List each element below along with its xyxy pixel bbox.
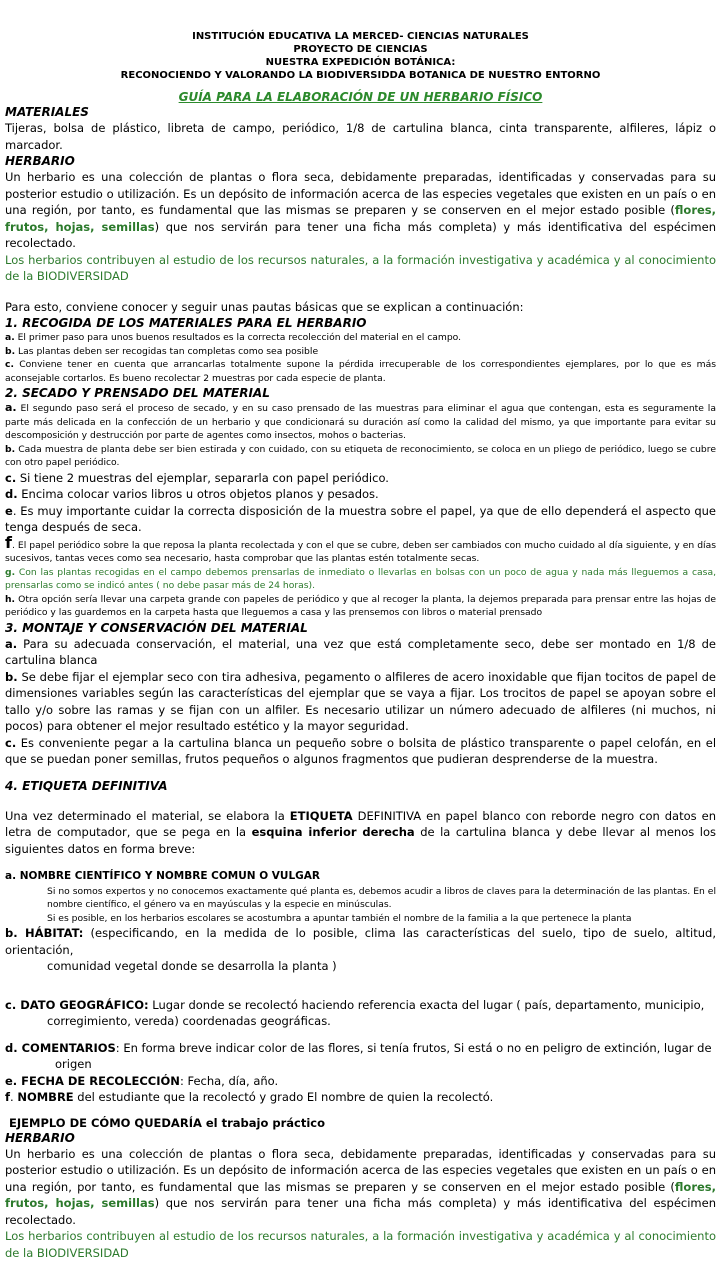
section-4-title: 4. ETIQUETA DEFINITIVA: [5, 778, 168, 793]
s4-c-label: c. DATO GEOGRÁFICO:: [5, 997, 149, 1012]
s3-c-text: Es conveniente pegar a la cartulina blanca un pequeño sobre o bolsita de plástico transparente o papel celofán, en el que se puedan poner semillas, frutos pequeños o algunos fragmentos que pudieran desprenderse de la muestra.: [5, 735, 717, 766]
guide-title: GUÍA PARA LA ELABORACIÓN DE UN HERBARIO FÍSICO: [178, 90, 543, 104]
s2-item-c: c. Si tiene 2 muestras del ejemplar, separarla con papel periódico.: [5, 470, 389, 485]
s4-b2: comunidad vegetal donde se desarrolla la planta ): [47, 959, 337, 973]
s2-item-a: a. El segundo paso será el proceso de secado, y en su caso prensado de las muestras para eliminar el agua que contengan, esta es seguramente la parte más delicada en la confección de un herbario y que condicionará su duración así como la calidad del mismo, ya que importante para evitar su descomposición y destrucción por parte de agentes como insectos, mohos o bacterias.: [5, 401, 716, 441]
s4-f-label: NOMBRE: [17, 1090, 74, 1104]
s2-item-b: b. Cada muestra de planta debe ser bien estirada y con cuidado, con su etiqueta de reconocimiento, se coloca en un pliego de periódico, luego se cubre con otro papel periódico.: [5, 443, 716, 468]
example-herbario-text: [5, 1146, 716, 1229]
s3-a-text: Para su adecuada conservación, el material, una vez que está completamente seco, debe ser montado en 1/8 de cartulina blanca: [5, 636, 717, 667]
s4-esquina-bold: esquina inferior derecha: [251, 825, 415, 839]
s1-a-text: El primer paso para unos buenos resultados es la correcta recolección del material en el campo.: [17, 332, 462, 343]
s1-item-c: c. Conviene tener en cuenta que arrancarlas totalmente supone la pérdida irrecuperable de los correspondientes ejemplares, por lo que es más aconsejable cortarlos. Es bueno recolectar 2 muestras por cada especie de planta.: [5, 359, 716, 384]
s4-a-label: [5, 867, 716, 885]
example-herbario-title: HERBARIO: [5, 1130, 75, 1145]
section-1-title: 1. RECOGIDA DE LOS MATERIALES PARA EL HERBARIO: [5, 316, 367, 330]
s4-p1-mid: DEFINITIVA en papel blanco con reborde negro con datos en letra de computador, que se pega en la: [5, 808, 716, 839]
s2-g-text: Con las plantas recogidas en el campo debemos prensarlas de inmediato o llevarlas en bolsas con un poco de agua y nada más lleguemos a casa, prensarlas como se indicó antes ( no debe pasar más de 24 horas).: [5, 566, 716, 591]
s4-b-text: (especificando, en la medida de lo posible, clima las características del suelo, tipo de suelo, altitud, orientación,: [5, 926, 716, 957]
herbario-text-a: Un herbario es una colección de plantas o flora seca, debidamente preparadas, identificadas y conservadas para su posterior estudio o utilización. Es un depósito de información acerca de las especies vegetales que existen en un país o en una región, por tanto, es fundamental que las mismas se preparen y se conserven en el mejor estado posible (: [5, 170, 716, 217]
s1-b-text: Las plantas deben ser recogidas tan completas como sea posible: [18, 345, 319, 357]
example-title: [5, 1116, 716, 1130]
s4-d: [5, 1040, 716, 1057]
intro-text: Para esto, conviene conocer y seguir unas pautas básicas que se explican a continuación:: [5, 299, 524, 314]
s3-item-a: a. Para su adecuada conservación, el material, una vez que está completamente seco, debe ser montado en 1/8 de cartulina blanca: [5, 636, 717, 667]
s4-b: [5, 925, 716, 958]
herbario-green-text: Los herbarios contribuyen al estudio de los recursos naturales, a la formación investigativa y académica y al conocimiento de la BIODIVERSIDAD: [5, 252, 716, 283]
s4-c-text: Lugar donde se recolectó haciendo referencia exacta del lugar ( país, departamento, municipio,: [148, 997, 705, 1012]
s4-d-text: : En forma breve indicar color de las flores, si tenía frutos, Si está o no en peligro de extinción, lugar de: [115, 1040, 712, 1055]
example-bold-parts: flores, frutos, hojas, semillas: [5, 1179, 716, 1210]
section-3-title: 3. MONTAJE Y CONSERVACIÓN DEL MATERIAL: [5, 620, 308, 635]
s2-d-text: Encima colocar varios libros u otros objetos planos y pesados.: [21, 487, 379, 501]
s3-b-text: Se debe fijar el ejemplar seco con tira adhesiva, pegamento o alfileres de acero inoxidable que fijan tocitos de papel de dimensiones variables según las características del ejemplar que se vaya a fijar. Los trocitos de papel se apoyan sobre el tallo y/o sobre las ramas y se fijan con un alfiler. Es necesario utilizar un número adecuado de alfileres (ni muchos, ni pocos) para obtener el mejor resultado estético y la mayor seguridad.: [5, 669, 716, 733]
s2-item-g: g. Con las plantas recogidas en el campo debemos prensarlas de inmediato o llevarlas en bolsas con un poco de agua y nada más lleguemos a casa, prensarlas como se indicó antes ( no debe pasar más de 24 horas).: [5, 566, 716, 591]
s1-item-a: a. El primer paso para unos buenos resultados es la correcta recolección del material en el campo.: [5, 332, 462, 343]
s4-c: [5, 997, 716, 1014]
materiales-title: MATERIALES: [5, 105, 89, 119]
herbario-text-b: ) que nos servirán para tener una ficha más completa) y más identificativa del espécimen recolectado.: [5, 219, 716, 250]
materiales-text: Tijeras, bolsa de plástico, libreta de campo, periódico, 1/8 de cartulina blanca, cinta transparente, alfileres, lápiz o marcador.: [5, 121, 716, 152]
s4-f: f. NOMBRE del estudiante que la recolectó y grado El nombre de quien la recolectó.: [5, 1090, 494, 1104]
s4-e-label: e. FECHA DE RECOLECCIÓN: [5, 1073, 180, 1088]
s4-e: [5, 1073, 716, 1090]
s4-d-label: d. COMENTARIOS: [5, 1040, 116, 1055]
example-text-b: ) que nos servirán para tener una ficha más completa) y más identificativa del espécimen recolectado.: [5, 1196, 716, 1227]
s2-b-text: Cada muestra de planta debe ser bien estirada y con cuidado, con su etiqueta de reconocimiento, se coloca en un pliego de periódico, luego se cubre con otro papel periódico.: [5, 443, 716, 468]
s4-etiqueta-bold: ETIQUETA: [289, 808, 353, 823]
section-2-title: 2. SECADO Y PRENSADO DEL MATERIAL: [5, 386, 270, 400]
s4-a-label-text: a. NOMBRE CIENTÍFICO Y NOMBRE COMUN O VULGAR: [5, 870, 320, 882]
s2-c-text: Si tiene 2 muestras del ejemplar, separarla con papel periódico.: [19, 470, 389, 485]
example-green-text: Los herbarios contribuyen al estudio de los recursos naturales, a la formación investigativa y académica y al conocimiento de la BIODIVERSIDAD: [5, 1229, 716, 1260]
s1-item-b: b. Las plantas deben ser recogidas tan completas como sea posible: [5, 345, 319, 357]
example-title-text: EJEMPLO DE CÓMO QUEDARÍA el trabajo práctico: [9, 1115, 326, 1130]
s4-intro: [5, 808, 716, 858]
s4-f-text: del estudiante que la recolectó y grado El nombre de quien la recolectó.: [73, 1090, 494, 1104]
herbario-text: [5, 169, 716, 252]
header-expedition: NUESTRA EXPEDICIÓN BOTÁNICA:: [265, 57, 456, 68]
s3-item-b: b. Se debe fijar el ejemplar seco con tira adhesiva, pegamento o alfileres de acero inoxidable que fijan tocitos de papel de dimensiones variables según las características del ejemplar que se vaya a fijar. Los trocitos de papel se apoyan sobre el tallo y/o sobre las ramas y se fijan con un alfiler. Es necesario utilizar un número adecuado de alfileres (ni muchos, ni pocos) para obtener el mejor resultado estético y la mayor seguridad.: [5, 669, 716, 733]
s4-e-text: : Fecha, día, año.: [179, 1073, 279, 1088]
document-header: [5, 30, 716, 82]
header-project: PROYECTO DE CIENCIAS: [293, 44, 428, 55]
s2-a-text: El segundo paso será el proceso de secado, y en su caso prensado de las muestras para eliminar el agua que contengan, esta es seguramente la parte más delicada en la confección de un herbario y que condicionará su duración así como la calidad del mismo, ya que importante para evitar su descomposición y destrucción por parte de agentes como insectos, mohos o bacterias.: [5, 403, 716, 441]
s2-item-d: d. Encima colocar varios libros u otros objetos planos y pesados.: [5, 487, 379, 501]
herbario-title: HERBARIO: [5, 154, 75, 168]
s2-e-text: Es muy importante cuidar la correcta disposición de la muestra sobre el papel, ya que de ello dependerá el aspecto que tenga después de seca.: [5, 503, 717, 534]
s3-item-c: c. Es conveniente pegar a la cartulina blanca un pequeño sobre o bolsita de plástico transparente o papel celofán, en el que se puedan poner semillas, frutos pequeños o algunos fragmentos que pudieran desprenderse de la muestra.: [5, 735, 717, 766]
s4-a2: Si es posible, en los herbarios escolares se acostumbra a apuntar también el nombre de la familia a la que pertenece la planta: [47, 912, 632, 924]
header-institution: INSTITUCIÓN EDUCATIVA LA MERCED- CIENCIAS NATURALES: [192, 31, 529, 42]
s4-b-label: b. HÁBITAT:: [5, 926, 84, 940]
s2-f-text: El papel periódico sobre la que reposa la planta recolectada y con el que se cubre, deben ser cambiados con mucho cuidado al día siguiente, y en días sucesivos, tantas veces como sea necesario, hasta comprobar que las plantas estén totalmente secas.: [5, 539, 717, 564]
s4-a1: Si no somos expertos y no conocemos exactamente qué planta es, debemos acudir a libros de claves para la determinación de las plantas. En el nombre científico, el género va en mayúsculas y la especie en minúsculas.: [47, 885, 716, 910]
s4-d2: origen: [55, 1057, 92, 1071]
example-text-a: Un herbario es una colección de plantas o flora seca, debidamente preparadas, identificadas y conservadas para su posterior estudio o utilización. Es un depósito de información acerca de las especies vegetales que existen en un país o en una región, por tanto, es fundamental que las mismas se preparen y se conserven en el mejor estado posible (: [5, 1146, 716, 1194]
herbario-bold-parts: flores, frutos, hojas, semillas: [5, 203, 716, 234]
s2-item-e: e. Es muy importante cuidar la correcta disposición de la muestra sobre el papel, ya que de ello dependerá el aspecto que tenga después de seca.: [5, 503, 717, 534]
s4-p1: Una vez determinado el material, se elabora la: [5, 808, 290, 823]
s4-c2: corregimiento, vereda) coordenadas geográficas.: [47, 1014, 331, 1028]
s2-item-f: f. El papel periódico sobre la que reposa la planta recolectada y con el que se cubre, deben ser cambiados con mucho cuidado al día siguiente, y en días sucesivos, tantas veces como sea necesario, hasta comprobar que las plantas estén totalmente secas.: [5, 532, 717, 564]
s4-p1-end: de la cartulina blanca y debe llevar al menos los siguientes datos en forma breve:: [5, 825, 716, 856]
s1-c-text: Conviene tener en cuenta que arrancarlas totalmente supone la pérdida irrecuperable de los correspondientes ejemplares, por lo que es más aconsejable cortarlos. Es bueno recolectar 2 muestras por cada especie de planta.: [5, 359, 716, 384]
s2-item-h: h. Otra opción sería llevar una carpeta grande con papeles de periódico y que al recoger la planta, la dejemos preparada para prensar entre las hojas de periódico y las guardemos en la carpeta hasta que lleguemos a casa y las prensemos con libros o material prensado: [5, 593, 716, 618]
s2-h-text: Otra opción sería llevar una carpeta grande con papeles de periódico y que al recoger la planta, la dejemos preparada para prensar entre las hojas de periódico y las guardemos en la carpeta hasta que lleguemos a casa y las prensemos con libros o material prensado: [5, 593, 716, 618]
header-subtitle: RECONOCIENDO Y VALORANDO LA BIODIVERSIDDA BOTANICA DE NUESTRO ENTORNO: [120, 70, 601, 81]
